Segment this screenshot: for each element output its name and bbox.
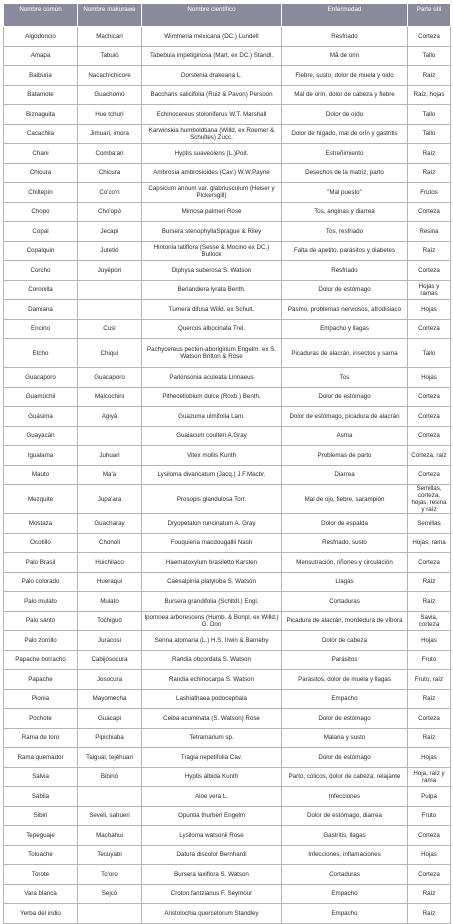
table-row bbox=[4, 767, 451, 787]
cell-nombre-makurawe: Pipichiaba bbox=[78, 728, 142, 748]
cell-enfermedad: Empacho bbox=[282, 689, 408, 709]
cell-enfermedad: Dolor de oído bbox=[282, 105, 408, 125]
cell-nombre-comun: Corcho bbox=[4, 261, 78, 281]
cell-enfermedad: Tos bbox=[282, 368, 408, 388]
table-row bbox=[4, 407, 451, 427]
cell-parte-util: Tallo bbox=[408, 105, 451, 125]
cell-nombre-comun: Toloache bbox=[4, 845, 78, 865]
cell-nombre-comun: Palo Brasil bbox=[4, 553, 78, 573]
cell-parte-util: Raíz bbox=[408, 572, 451, 592]
cell-nombre-comun: Mezquite bbox=[4, 485, 78, 514]
cell-nombre-comun: Copal bbox=[4, 222, 78, 242]
cell-nombre-makurawe: Taigual, tejéhuari bbox=[78, 748, 142, 768]
cell-nombre-cientifico: Bursera laxiflora S. Watson bbox=[142, 865, 282, 885]
cell-nombre-makurawe bbox=[78, 904, 142, 924]
table-body bbox=[4, 27, 451, 924]
cell-nombre-cientifico: Parkinsonia aculeata Linnaeus bbox=[142, 368, 282, 388]
cell-nombre-cientifico: Dorstenia drakeana L. bbox=[142, 66, 282, 86]
cell-parte-util: Corteza, raíz bbox=[408, 446, 451, 466]
cell-nombre-makurawe: Huichilaco bbox=[78, 553, 142, 573]
table-header-row bbox=[4, 4, 451, 27]
cell-nombre-comun: Chicura bbox=[4, 163, 78, 183]
cell-nombre-comun: Damiana bbox=[4, 300, 78, 320]
table-row bbox=[4, 339, 451, 368]
cell-parte-util: Tallo bbox=[408, 339, 451, 368]
table-row bbox=[4, 865, 451, 885]
cell-nombre-cientifico: Lysiloma divaricatum (Jacq.) J.F.Macbr. bbox=[142, 465, 282, 485]
table-row bbox=[4, 202, 451, 222]
header-nombre-cientifico: Nombre científico bbox=[142, 4, 282, 27]
cell-nombre-comun: Tepeguaje bbox=[4, 826, 78, 846]
cell-parte-util: Raíz bbox=[408, 689, 451, 709]
cell-parte-util: Semillas, corteza, hojas, resina y raíz bbox=[408, 485, 451, 514]
cell-enfermedad: Asma bbox=[282, 426, 408, 446]
cell-nombre-cientifico: Datura discolor Bernhardi bbox=[142, 845, 282, 865]
table-row bbox=[4, 300, 451, 320]
table-row bbox=[4, 670, 451, 690]
cell-nombre-cientifico: Aristolochia quercetorum Standley bbox=[142, 904, 282, 924]
cell-enfermedad: Parasitos, dolor de muela y llagas bbox=[282, 670, 408, 690]
cell-nombre-comun: Papache borracho bbox=[4, 650, 78, 670]
cell-nombre-comun: Papache bbox=[4, 670, 78, 690]
cell-enfermedad: Dolor de estómago, picadura de alacrán bbox=[282, 407, 408, 427]
cell-parte-util: Corteza bbox=[408, 261, 451, 281]
table-row bbox=[4, 485, 451, 514]
cell-enfermedad: Dolor de hígado, mal de orín y gastritis bbox=[282, 124, 408, 144]
cell-nombre-makurawe: Machicari bbox=[78, 27, 142, 47]
table-row bbox=[4, 748, 451, 768]
cell-nombre-makurawe: Tecuyabi bbox=[78, 845, 142, 865]
cell-nombre-cientifico: Prosopis glandulosa Torr. bbox=[142, 485, 282, 514]
cell-nombre-makurawe: Tochiguó bbox=[78, 611, 142, 631]
header-enfermedad: Enfermedad bbox=[282, 4, 408, 27]
cell-nombre-cientifico: Vitex mollis Kunth bbox=[142, 446, 282, 466]
cell-nombre-cientifico: Lysiloma watsonii Rose bbox=[142, 826, 282, 846]
cell-nombre-cientifico: Tabebuia impetiginosa (Mart. ex DC.) Standl. bbox=[142, 46, 282, 66]
table-row bbox=[4, 426, 451, 446]
cell-enfermedad: Infecciones, inflamaciones bbox=[282, 845, 408, 865]
cell-parte-util: Savia, corteza bbox=[408, 611, 451, 631]
cell-nombre-comun: Sibiri bbox=[4, 806, 78, 826]
cell-nombre-makurawe: Maicochini bbox=[78, 387, 142, 407]
cell-enfermedad: Llagas bbox=[282, 572, 408, 592]
cell-nombre-cientifico: Diphysa suberosa S. Watson bbox=[142, 261, 282, 281]
cell-enfermedad: Resfriado, susto bbox=[282, 533, 408, 553]
cell-nombre-comun: Algodoncio bbox=[4, 27, 78, 47]
cell-enfermedad: Resfriado bbox=[282, 261, 408, 281]
cell-parte-util: Hojas bbox=[408, 748, 451, 768]
cell-nombre-comun: Chani bbox=[4, 144, 78, 164]
cell-nombre-makurawe: Guachomó bbox=[78, 85, 142, 105]
cell-parte-util: Corteza bbox=[408, 319, 451, 339]
cell-nombre-makurawe: Cabijósocura bbox=[78, 650, 142, 670]
cell-nombre-comun: Torote bbox=[4, 865, 78, 885]
cell-nombre-cientifico: Tragia nepetifolia Cav. bbox=[142, 748, 282, 768]
cell-nombre-comun: Chopo bbox=[4, 202, 78, 222]
table-row bbox=[4, 884, 451, 904]
cell-nombre-cientifico: Guaiacum coulteri A.Gray bbox=[142, 426, 282, 446]
cell-enfermedad: Picadura de alacrán, mordedura de víbora bbox=[282, 611, 408, 631]
cell-nombre-makurawe: Jupa'ara bbox=[78, 485, 142, 514]
cell-enfermedad: Mã de orin bbox=[282, 46, 408, 66]
cell-enfermedad: Dolor de estómago bbox=[282, 748, 408, 768]
cell-nombre-comun: Cacachila bbox=[4, 124, 78, 144]
table-row bbox=[4, 222, 451, 242]
cell-nombre-comun: Guásima bbox=[4, 407, 78, 427]
cell-nombre-cientifico: Hyptis suaveolens (L.)Poit. bbox=[142, 144, 282, 164]
cell-parte-util: Hojas, rama bbox=[408, 533, 451, 553]
medicinal-plants-table bbox=[3, 3, 451, 924]
cell-parte-util: Raíz bbox=[408, 163, 451, 183]
cell-nombre-makurawe bbox=[78, 426, 142, 446]
cell-parte-util: Corteza bbox=[408, 407, 451, 427]
cell-parte-util: Hojas bbox=[408, 845, 451, 865]
cell-enfermedad: Dolor de estómago bbox=[282, 280, 408, 300]
cell-nombre-comun: Ocotillo bbox=[4, 533, 78, 553]
cell-nombre-makurawe: Hueraqui bbox=[78, 572, 142, 592]
cell-enfermedad: Diarrea bbox=[282, 465, 408, 485]
cell-enfermedad: Parásitos bbox=[282, 650, 408, 670]
cell-nombre-cientifico: Bursera stenophyllaSprague & Riley bbox=[142, 222, 282, 242]
cell-nombre-cientifico: Turnera difusa Willd. ex Schult. bbox=[142, 300, 282, 320]
cell-parte-util: Corteza bbox=[408, 465, 451, 485]
header-nombre-comun: Nombre común bbox=[4, 4, 78, 27]
cell-nombre-comun: Yerba del indio bbox=[4, 904, 78, 924]
cell-nombre-comun: Salvia bbox=[4, 767, 78, 787]
cell-nombre-comun: Palo mulato bbox=[4, 592, 78, 612]
cell-parte-util: Hojas bbox=[408, 631, 451, 651]
cell-parte-util: Semillas bbox=[408, 514, 451, 534]
cell-enfermedad: Tos, resfriado bbox=[282, 222, 408, 242]
header-parte-util: Parte útil bbox=[408, 4, 451, 27]
table-row bbox=[4, 845, 451, 865]
cell-parte-util: Raíz, hojas bbox=[408, 85, 451, 105]
cell-nombre-makurawe: Cho'opó bbox=[78, 202, 142, 222]
cell-nombre-makurawe: Tabuió bbox=[78, 46, 142, 66]
cell-parte-util: Raíz bbox=[408, 884, 451, 904]
cell-parte-util: Fruto bbox=[408, 650, 451, 670]
table-row bbox=[4, 631, 451, 651]
cell-nombre-comun: Batamote bbox=[4, 85, 78, 105]
cell-parte-util: Corteza bbox=[408, 553, 451, 573]
cell-enfermedad: Malaria y susto bbox=[282, 728, 408, 748]
cell-nombre-cientifico: Aloe vera L. bbox=[142, 787, 282, 807]
cell-nombre-comun: Chiltepín bbox=[4, 183, 78, 203]
table-row bbox=[4, 533, 451, 553]
cell-nombre-makurawe: Machahui bbox=[78, 826, 142, 846]
cell-nombre-makurawe: Comba'ari bbox=[78, 144, 142, 164]
cell-enfermedad: Dolor de estómago bbox=[282, 387, 408, 407]
table-row bbox=[4, 387, 451, 407]
cell-nombre-makurawe: Sejcó bbox=[78, 884, 142, 904]
table-row bbox=[4, 163, 451, 183]
cell-enfermedad: Desechos de la matriz, parto bbox=[282, 163, 408, 183]
cell-enfermedad: Gastritis, llagas bbox=[282, 826, 408, 846]
cell-nombre-cientifico: Berlandiera lyrata Benth. bbox=[142, 280, 282, 300]
cell-nombre-makurawe: Hue tchurí bbox=[78, 105, 142, 125]
table-row bbox=[4, 728, 451, 748]
table-row bbox=[4, 553, 451, 573]
cell-nombre-cientifico: Pachycereus pecten-aboriginum Engelm. ex S. Watson Britton & Rose bbox=[142, 339, 282, 368]
cell-nombre-makurawe: Juhuari bbox=[78, 446, 142, 466]
cell-enfermedad: Cortaduras bbox=[282, 865, 408, 885]
cell-nombre-cientifico: Dryopetalon runcinatum A. Gray bbox=[142, 514, 282, 534]
cell-nombre-makurawe: Chiquí bbox=[78, 339, 142, 368]
table-row bbox=[4, 105, 451, 125]
cell-enfermedad: Pasmo, problemas nerviosos, afrodisiaco bbox=[282, 300, 408, 320]
cell-enfermedad: "Mal puesto" bbox=[282, 183, 408, 203]
cell-enfermedad: Dolor de espalda bbox=[282, 514, 408, 534]
cell-nombre-makurawe: Cusi bbox=[78, 319, 142, 339]
cell-parte-util: Tallo bbox=[408, 124, 451, 144]
cell-enfermedad: Problemas de parto bbox=[282, 446, 408, 466]
cell-enfermedad: Empacho y llagas bbox=[282, 319, 408, 339]
table-row bbox=[4, 611, 451, 631]
cell-parte-util: Raíz bbox=[408, 241, 451, 261]
cell-parte-util: Pulpa bbox=[408, 787, 451, 807]
cell-nombre-cientifico: Wimmeria mexicana (DC.) Lundell bbox=[142, 27, 282, 47]
cell-nombre-makurawe: Jutetió bbox=[78, 241, 142, 261]
cell-enfermedad: Empacho bbox=[282, 884, 408, 904]
cell-enfermedad: Parto, cólicos, dolor de cabeza, relajante bbox=[282, 767, 408, 787]
cell-parte-util: Fruto bbox=[408, 806, 451, 826]
cell-nombre-cientifico: Pithecellobium dulce (Roxb.) Benth. bbox=[142, 387, 282, 407]
cell-nombre-makurawe: Ma'a bbox=[78, 465, 142, 485]
cell-enfermedad: Infecciones bbox=[282, 787, 408, 807]
cell-parte-util: Hojas bbox=[408, 368, 451, 388]
cell-enfermedad: Picaduras de alacrán, insectos y sarna bbox=[282, 339, 408, 368]
cell-nombre-cientifico: Mimosa palmeri Rose bbox=[142, 202, 282, 222]
table-row bbox=[4, 465, 451, 485]
cell-parte-util: Tallo bbox=[408, 46, 451, 66]
cell-nombre-makurawe: Jecapi bbox=[78, 222, 142, 242]
cell-enfermedad: Falta de apetito, parásitos y diabetes bbox=[282, 241, 408, 261]
cell-parte-util: Hojas y ramas bbox=[408, 280, 451, 300]
table-row bbox=[4, 261, 451, 281]
cell-nombre-makurawe: To'oro bbox=[78, 865, 142, 885]
cell-parte-util: Corteza bbox=[408, 27, 451, 47]
cell-nombre-comun: Palo zorrillo bbox=[4, 631, 78, 651]
cell-parte-util: Corteza bbox=[408, 709, 451, 729]
cell-nombre-cientifico: Hyptis albida Kunth bbox=[142, 767, 282, 787]
cell-nombre-makurawe: Agiyá bbox=[78, 407, 142, 427]
cell-nombre-makurawe: Guacharay bbox=[78, 514, 142, 534]
cell-nombre-makurawe: Chonoli bbox=[78, 533, 142, 553]
cell-nombre-cientifico: Bursera grandifolia (Schltdl.) Engl. bbox=[142, 592, 282, 612]
table-row bbox=[4, 514, 451, 534]
table-row bbox=[4, 650, 451, 670]
cell-nombre-comun: Igualama bbox=[4, 446, 78, 466]
cell-nombre-comun: Palo colorado bbox=[4, 572, 78, 592]
cell-parte-util: Corteza bbox=[408, 865, 451, 885]
cell-nombre-makurawe bbox=[78, 787, 142, 807]
cell-parte-util: Corteza bbox=[408, 387, 451, 407]
cell-nombre-cientifico: Opuntia thurberi Engelm bbox=[142, 806, 282, 826]
table-row bbox=[4, 27, 451, 47]
cell-nombre-comun: Encino bbox=[4, 319, 78, 339]
cell-nombre-comun: Sábila bbox=[4, 787, 78, 807]
table-row bbox=[4, 826, 451, 846]
cell-parte-util: Hojas bbox=[408, 300, 451, 320]
cell-nombre-comun: Coronilla bbox=[4, 280, 78, 300]
cell-nombre-makurawe: Juyépori bbox=[78, 261, 142, 281]
table-row bbox=[4, 85, 451, 105]
cell-nombre-makurawe: Bibinó bbox=[78, 767, 142, 787]
cell-parte-util: Raíz bbox=[408, 728, 451, 748]
cell-nombre-comun: Mostaza bbox=[4, 514, 78, 534]
cell-parte-util: Raíz bbox=[408, 66, 451, 86]
cell-nombre-cientifico: Guazuma ulmifolia Lam. bbox=[142, 407, 282, 427]
header-nombre-makurawe: Nombre makurawe bbox=[78, 4, 142, 27]
cell-enfermedad: Estreñimiento bbox=[282, 144, 408, 164]
table-row bbox=[4, 241, 451, 261]
cell-enfermedad: Mal de ojo, fiebre, sarampión bbox=[282, 485, 408, 514]
cell-nombre-comun: Baiburia bbox=[4, 66, 78, 86]
table-row bbox=[4, 280, 451, 300]
cell-nombre-cientifico: Lashiathaea podocephala bbox=[142, 689, 282, 709]
cell-enfermedad: Empacho bbox=[282, 904, 408, 924]
cell-enfermedad: Dolor de cabeza bbox=[282, 631, 408, 651]
table-row bbox=[4, 368, 451, 388]
cell-nombre-comun: Copalquin bbox=[4, 241, 78, 261]
cell-nombre-cientifico: Hintonia latiflora (Sesse & Mocino ex DC.) Bullock bbox=[142, 241, 282, 261]
cell-nombre-makurawe: Josocura bbox=[78, 670, 142, 690]
cell-nombre-comun: Mauto bbox=[4, 465, 78, 485]
cell-nombre-cientifico: Baccharis salicifolia (Ruiz & Pavon) Persoon bbox=[142, 85, 282, 105]
cell-nombre-makurawe: Chicura bbox=[78, 163, 142, 183]
cell-nombre-cientifico: Randia echinocarpa S. Watson bbox=[142, 670, 282, 690]
cell-enfermedad: Fiebre, susto, dolor de muela y oido bbox=[282, 66, 408, 86]
cell-nombre-makurawe: Mulato bbox=[78, 592, 142, 612]
cell-nombre-cientifico: Ambrosia ambrosioides (Cav.) W.W.Payne bbox=[142, 163, 282, 183]
cell-nombre-makurawe: Jimuari, imora bbox=[78, 124, 142, 144]
cell-parte-util: Hoja, raíz y rama bbox=[408, 767, 451, 787]
cell-nombre-comun: Vara blanca bbox=[4, 884, 78, 904]
cell-nombre-comun: Rama de toro bbox=[4, 728, 78, 748]
table-row bbox=[4, 144, 451, 164]
cell-parte-util: Fruto, raíz bbox=[408, 670, 451, 690]
cell-nombre-makurawe: Seveli, sahueri bbox=[78, 806, 142, 826]
cell-nombre-cientifico: Quercus albocinata Trel. bbox=[142, 319, 282, 339]
cell-nombre-comun: Guayacán bbox=[4, 426, 78, 446]
cell-nombre-cientifico: Senna atomaria (L.) H.S. Irwin & Barneby bbox=[142, 631, 282, 651]
table-row bbox=[4, 124, 451, 144]
cell-nombre-cientifico: Ceiba acuminata (S. Watson) Rose bbox=[142, 709, 282, 729]
cell-nombre-makurawe: Nacachichicore bbox=[78, 66, 142, 86]
table-row bbox=[4, 183, 451, 203]
cell-nombre-cientifico: Caesalpinia platyloba S. Watson bbox=[142, 572, 282, 592]
cell-enfermedad: Mal de orín, dolor de cabeza y fiebre bbox=[282, 85, 408, 105]
cell-nombre-comun: Rama quemador bbox=[4, 748, 78, 768]
cell-nombre-comun: Biznaguita bbox=[4, 105, 78, 125]
cell-nombre-cientifico: Echinocereus stoloniferus W.T. Marshall bbox=[142, 105, 282, 125]
table-row bbox=[4, 46, 451, 66]
cell-nombre-comun: Pionia bbox=[4, 689, 78, 709]
cell-nombre-makurawe: Co'co'ri bbox=[78, 183, 142, 203]
cell-parte-util: Frutos bbox=[408, 183, 451, 203]
cell-nombre-makurawe bbox=[78, 280, 142, 300]
table-row bbox=[4, 806, 451, 826]
cell-nombre-makurawe: Guacaporo bbox=[78, 368, 142, 388]
cell-nombre-comun: Palo santo bbox=[4, 611, 78, 631]
table-row bbox=[4, 689, 451, 709]
cell-nombre-cientifico: Ipomoea arborescens (Humb. & Bonpl. ex Willd.) G. Don bbox=[142, 611, 282, 631]
cell-parte-util: Corteza bbox=[408, 202, 451, 222]
cell-nombre-cientifico: Capsicum annum var. glabriusculum (Heiser y Pickersgill) bbox=[142, 183, 282, 203]
cell-nombre-cientifico: Haematoxylum brasiletto Karsten bbox=[142, 553, 282, 573]
cell-nombre-makurawe: Mayomecha bbox=[78, 689, 142, 709]
cell-nombre-comun: Pochote bbox=[4, 709, 78, 729]
table-row bbox=[4, 319, 451, 339]
table-row bbox=[4, 904, 451, 924]
cell-nombre-cientifico: Karwinskia humboldtiana (Willd. ex Roemer & Schultes) Zucc. bbox=[142, 124, 282, 144]
cell-nombre-cientifico: Croton fantzianus F. Seymour bbox=[142, 884, 282, 904]
cell-parte-util: Corteza bbox=[408, 826, 451, 846]
cell-parte-util: Raíz bbox=[408, 592, 451, 612]
cell-nombre-comun: Amapa bbox=[4, 46, 78, 66]
cell-parte-util: Resina bbox=[408, 222, 451, 242]
cell-nombre-cientifico: Fouquieria macdougallii Nash bbox=[142, 533, 282, 553]
table-row bbox=[4, 709, 451, 729]
cell-enfermedad: Cortaduras bbox=[282, 592, 408, 612]
cell-parte-util: Raíz bbox=[408, 904, 451, 924]
cell-nombre-cientifico: Randia obcordata S. Watson bbox=[142, 650, 282, 670]
table-row bbox=[4, 446, 451, 466]
cell-enfermedad: Dolor de estómago bbox=[282, 709, 408, 729]
cell-nombre-comun: Guacaporo bbox=[4, 368, 78, 388]
cell-enfermedad: Resfriado bbox=[282, 27, 408, 47]
cell-nombre-comun: Guamúchil bbox=[4, 387, 78, 407]
plants-table-container bbox=[3, 3, 450, 924]
cell-enfermedad: Tos, anginas y diarrea bbox=[282, 202, 408, 222]
table-row bbox=[4, 66, 451, 86]
cell-enfermedad: Dolor de estómago, diarrea bbox=[282, 806, 408, 826]
cell-enfermedad: Mensutración, riñones y circulación bbox=[282, 553, 408, 573]
table-row bbox=[4, 572, 451, 592]
table-row bbox=[4, 592, 451, 612]
cell-nombre-makurawe: Juracosi bbox=[78, 631, 142, 651]
cell-nombre-comun: Etcho bbox=[4, 339, 78, 368]
cell-parte-util: Raíz bbox=[408, 144, 451, 164]
cell-nombre-makurawe: Guacapi bbox=[78, 709, 142, 729]
cell-nombre-cientifico: Tetramarium sp. bbox=[142, 728, 282, 748]
cell-nombre-makurawe bbox=[78, 300, 142, 320]
table-row bbox=[4, 787, 451, 807]
cell-parte-util: Corteza bbox=[408, 426, 451, 446]
